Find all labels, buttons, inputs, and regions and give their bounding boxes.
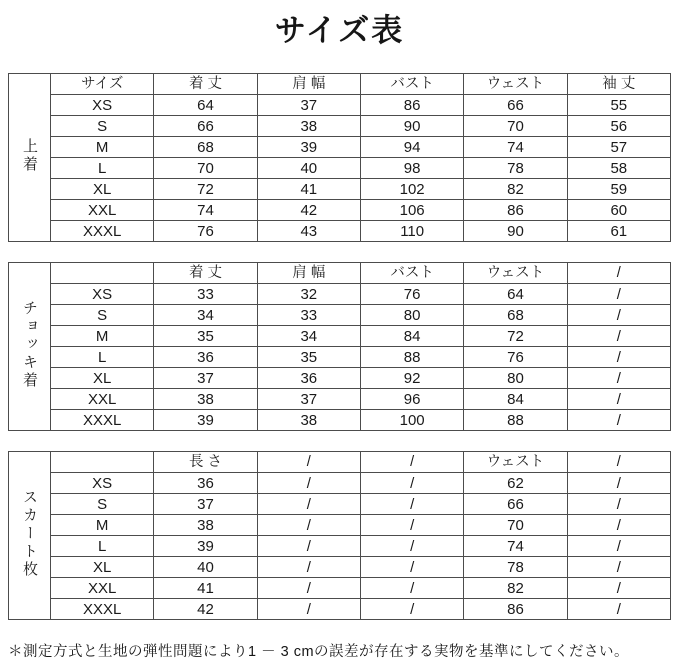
column-header: 着 丈 [154, 74, 257, 95]
value-cell: 37 [257, 389, 360, 410]
value-cell: / [360, 473, 463, 494]
column-header: バスト [360, 263, 463, 284]
value-cell: 37 [154, 368, 257, 389]
column-header [51, 452, 154, 473]
value-cell: 38 [257, 116, 360, 137]
column-header: ウェスト [464, 452, 567, 473]
value-cell: 36 [154, 347, 257, 368]
value-cell: 43 [257, 221, 360, 242]
table-row [9, 557, 671, 578]
value-cell: 72 [464, 326, 567, 347]
value-cell: 70 [154, 158, 257, 179]
value-cell: 34 [257, 326, 360, 347]
value-cell: / [567, 557, 670, 578]
size-table-1 [8, 262, 671, 431]
size-label-cell: XXXL [51, 410, 154, 431]
value-cell: 92 [360, 368, 463, 389]
size-label-cell: XXL [51, 389, 154, 410]
value-cell: 74 [464, 536, 567, 557]
value-cell: 33 [257, 305, 360, 326]
value-cell: 64 [464, 284, 567, 305]
value-cell: 37 [257, 95, 360, 116]
table-row [9, 494, 671, 515]
value-cell: 84 [464, 389, 567, 410]
value-cell: 82 [464, 179, 567, 200]
size-label-cell: XXL [51, 200, 154, 221]
value-cell: 33 [154, 284, 257, 305]
table-row [9, 326, 671, 347]
category-label-cell [9, 74, 51, 242]
value-cell: 32 [257, 284, 360, 305]
category-label: スカート枚 [21, 488, 38, 579]
value-cell: 35 [257, 347, 360, 368]
page-title: サイズ表 [274, 13, 405, 48]
value-cell: 64 [154, 95, 257, 116]
size-label-cell: S [51, 494, 154, 515]
value-cell: / [257, 536, 360, 557]
column-header: 着 丈 [154, 263, 257, 284]
value-cell: 38 [154, 389, 257, 410]
column-header: ウェスト [464, 263, 567, 284]
column-header: 肩 幅 [257, 263, 360, 284]
value-cell: 41 [257, 179, 360, 200]
size-label-cell: L [51, 536, 154, 557]
table-row [9, 137, 671, 158]
size-label-cell: S [51, 116, 154, 137]
value-cell: 90 [464, 221, 567, 242]
table-row [9, 536, 671, 557]
value-cell: / [360, 515, 463, 536]
column-header: / [567, 452, 670, 473]
category-label-cell [9, 263, 51, 431]
column-header: ウェスト [464, 74, 567, 95]
column-header: 肩 幅 [257, 74, 360, 95]
value-cell: 94 [360, 137, 463, 158]
value-cell: / [360, 599, 463, 620]
size-table-2 [8, 451, 671, 620]
value-cell: 86 [464, 200, 567, 221]
value-cell: 78 [464, 557, 567, 578]
value-cell: / [257, 494, 360, 515]
size-label-cell: XXXL [51, 221, 154, 242]
value-cell: / [567, 305, 670, 326]
value-cell: 74 [464, 137, 567, 158]
value-cell: 76 [154, 221, 257, 242]
value-cell: 40 [257, 158, 360, 179]
value-cell: / [567, 368, 670, 389]
value-cell: 86 [360, 95, 463, 116]
value-cell: 76 [464, 347, 567, 368]
value-cell: 96 [360, 389, 463, 410]
value-cell: 42 [154, 599, 257, 620]
table-row [9, 389, 671, 410]
size-label-cell: M [51, 515, 154, 536]
table-header-row [9, 452, 671, 473]
table-row [9, 179, 671, 200]
value-cell: 88 [464, 410, 567, 431]
value-cell: 70 [464, 515, 567, 536]
value-cell: 66 [464, 95, 567, 116]
value-cell: 88 [360, 347, 463, 368]
value-cell: / [257, 599, 360, 620]
value-cell: 36 [154, 473, 257, 494]
value-cell: 36 [257, 368, 360, 389]
value-cell: 34 [154, 305, 257, 326]
table-header-row [9, 263, 671, 284]
value-cell: 86 [464, 599, 567, 620]
value-cell: / [567, 515, 670, 536]
table-header-row [9, 74, 671, 95]
value-cell: 82 [464, 578, 567, 599]
table-row [9, 305, 671, 326]
table-row [9, 578, 671, 599]
size-label-cell: L [51, 347, 154, 368]
value-cell: 37 [154, 494, 257, 515]
table-row [9, 410, 671, 431]
value-cell: / [567, 347, 670, 368]
value-cell: 61 [567, 221, 670, 242]
table-row [9, 158, 671, 179]
size-label-cell: XXL [51, 578, 154, 599]
value-cell: 84 [360, 326, 463, 347]
column-header: バスト [360, 74, 463, 95]
value-cell: 68 [464, 305, 567, 326]
size-label-cell: XS [51, 95, 154, 116]
value-cell: / [567, 578, 670, 599]
value-cell: / [567, 473, 670, 494]
value-cell: / [567, 389, 670, 410]
column-header: サイズ [51, 74, 154, 95]
table-row [9, 599, 671, 620]
value-cell: / [567, 326, 670, 347]
value-cell: 40 [154, 557, 257, 578]
column-header [51, 263, 154, 284]
value-cell: 90 [360, 116, 463, 137]
value-cell: 38 [257, 410, 360, 431]
value-cell: 39 [257, 137, 360, 158]
column-header: / [360, 452, 463, 473]
value-cell: / [257, 515, 360, 536]
table-row [9, 368, 671, 389]
value-cell: 55 [567, 95, 670, 116]
measurement-disclaimer: ＊測定方式と生地の弾性問題により1 － 3 cmの誤差が存在する実物を基準にしてください。 [8, 644, 630, 660]
value-cell: / [567, 536, 670, 557]
value-cell: 80 [464, 368, 567, 389]
value-cell: / [360, 578, 463, 599]
value-cell: 72 [154, 179, 257, 200]
size-label-cell: XL [51, 557, 154, 578]
value-cell: 57 [567, 137, 670, 158]
value-cell: / [567, 410, 670, 431]
category-label: 上着 [21, 137, 38, 174]
table-row [9, 221, 671, 242]
table-row [9, 284, 671, 305]
value-cell: 58 [567, 158, 670, 179]
value-cell: 74 [154, 200, 257, 221]
value-cell: / [257, 473, 360, 494]
value-cell: 42 [257, 200, 360, 221]
value-cell: 68 [154, 137, 257, 158]
table-row [9, 95, 671, 116]
value-cell: 35 [154, 326, 257, 347]
table-row [9, 347, 671, 368]
column-header: 長 さ [154, 452, 257, 473]
value-cell: 78 [464, 158, 567, 179]
column-header: 袖 丈 [567, 74, 670, 95]
size-label-cell: XL [51, 368, 154, 389]
value-cell: / [360, 557, 463, 578]
size-label-cell: S [51, 305, 154, 326]
value-cell: / [257, 578, 360, 599]
value-cell: 62 [464, 473, 567, 494]
value-cell: 100 [360, 410, 463, 431]
size-label-cell: M [51, 326, 154, 347]
value-cell: 39 [154, 410, 257, 431]
value-cell: / [567, 284, 670, 305]
value-cell: 59 [567, 179, 670, 200]
value-cell: 70 [464, 116, 567, 137]
category-label-cell [9, 452, 51, 620]
size-label-cell: L [51, 158, 154, 179]
column-header: / [567, 263, 670, 284]
table-row [9, 515, 671, 536]
value-cell: / [567, 599, 670, 620]
category-label: チョッキ着 [21, 299, 38, 390]
value-cell: 38 [154, 515, 257, 536]
value-cell: 41 [154, 578, 257, 599]
value-cell: 60 [567, 200, 670, 221]
size-label-cell: XS [51, 284, 154, 305]
value-cell: 102 [360, 179, 463, 200]
size-label-cell: XS [51, 473, 154, 494]
table-row [9, 200, 671, 221]
value-cell: 39 [154, 536, 257, 557]
size-label-cell: XL [51, 179, 154, 200]
value-cell: 76 [360, 284, 463, 305]
value-cell: / [360, 494, 463, 515]
value-cell: 66 [464, 494, 567, 515]
table-row [9, 473, 671, 494]
size-tables [8, 73, 671, 620]
value-cell: / [257, 557, 360, 578]
value-cell: 80 [360, 305, 463, 326]
table-row [9, 116, 671, 137]
value-cell: 56 [567, 116, 670, 137]
size-label-cell: M [51, 137, 154, 158]
value-cell: / [360, 536, 463, 557]
column-header: / [257, 452, 360, 473]
value-cell: / [567, 494, 670, 515]
value-cell: 66 [154, 116, 257, 137]
value-cell: 98 [360, 158, 463, 179]
value-cell: 110 [360, 221, 463, 242]
size-label-cell: XXXL [51, 599, 154, 620]
value-cell: 106 [360, 200, 463, 221]
size-table-0 [8, 73, 671, 242]
